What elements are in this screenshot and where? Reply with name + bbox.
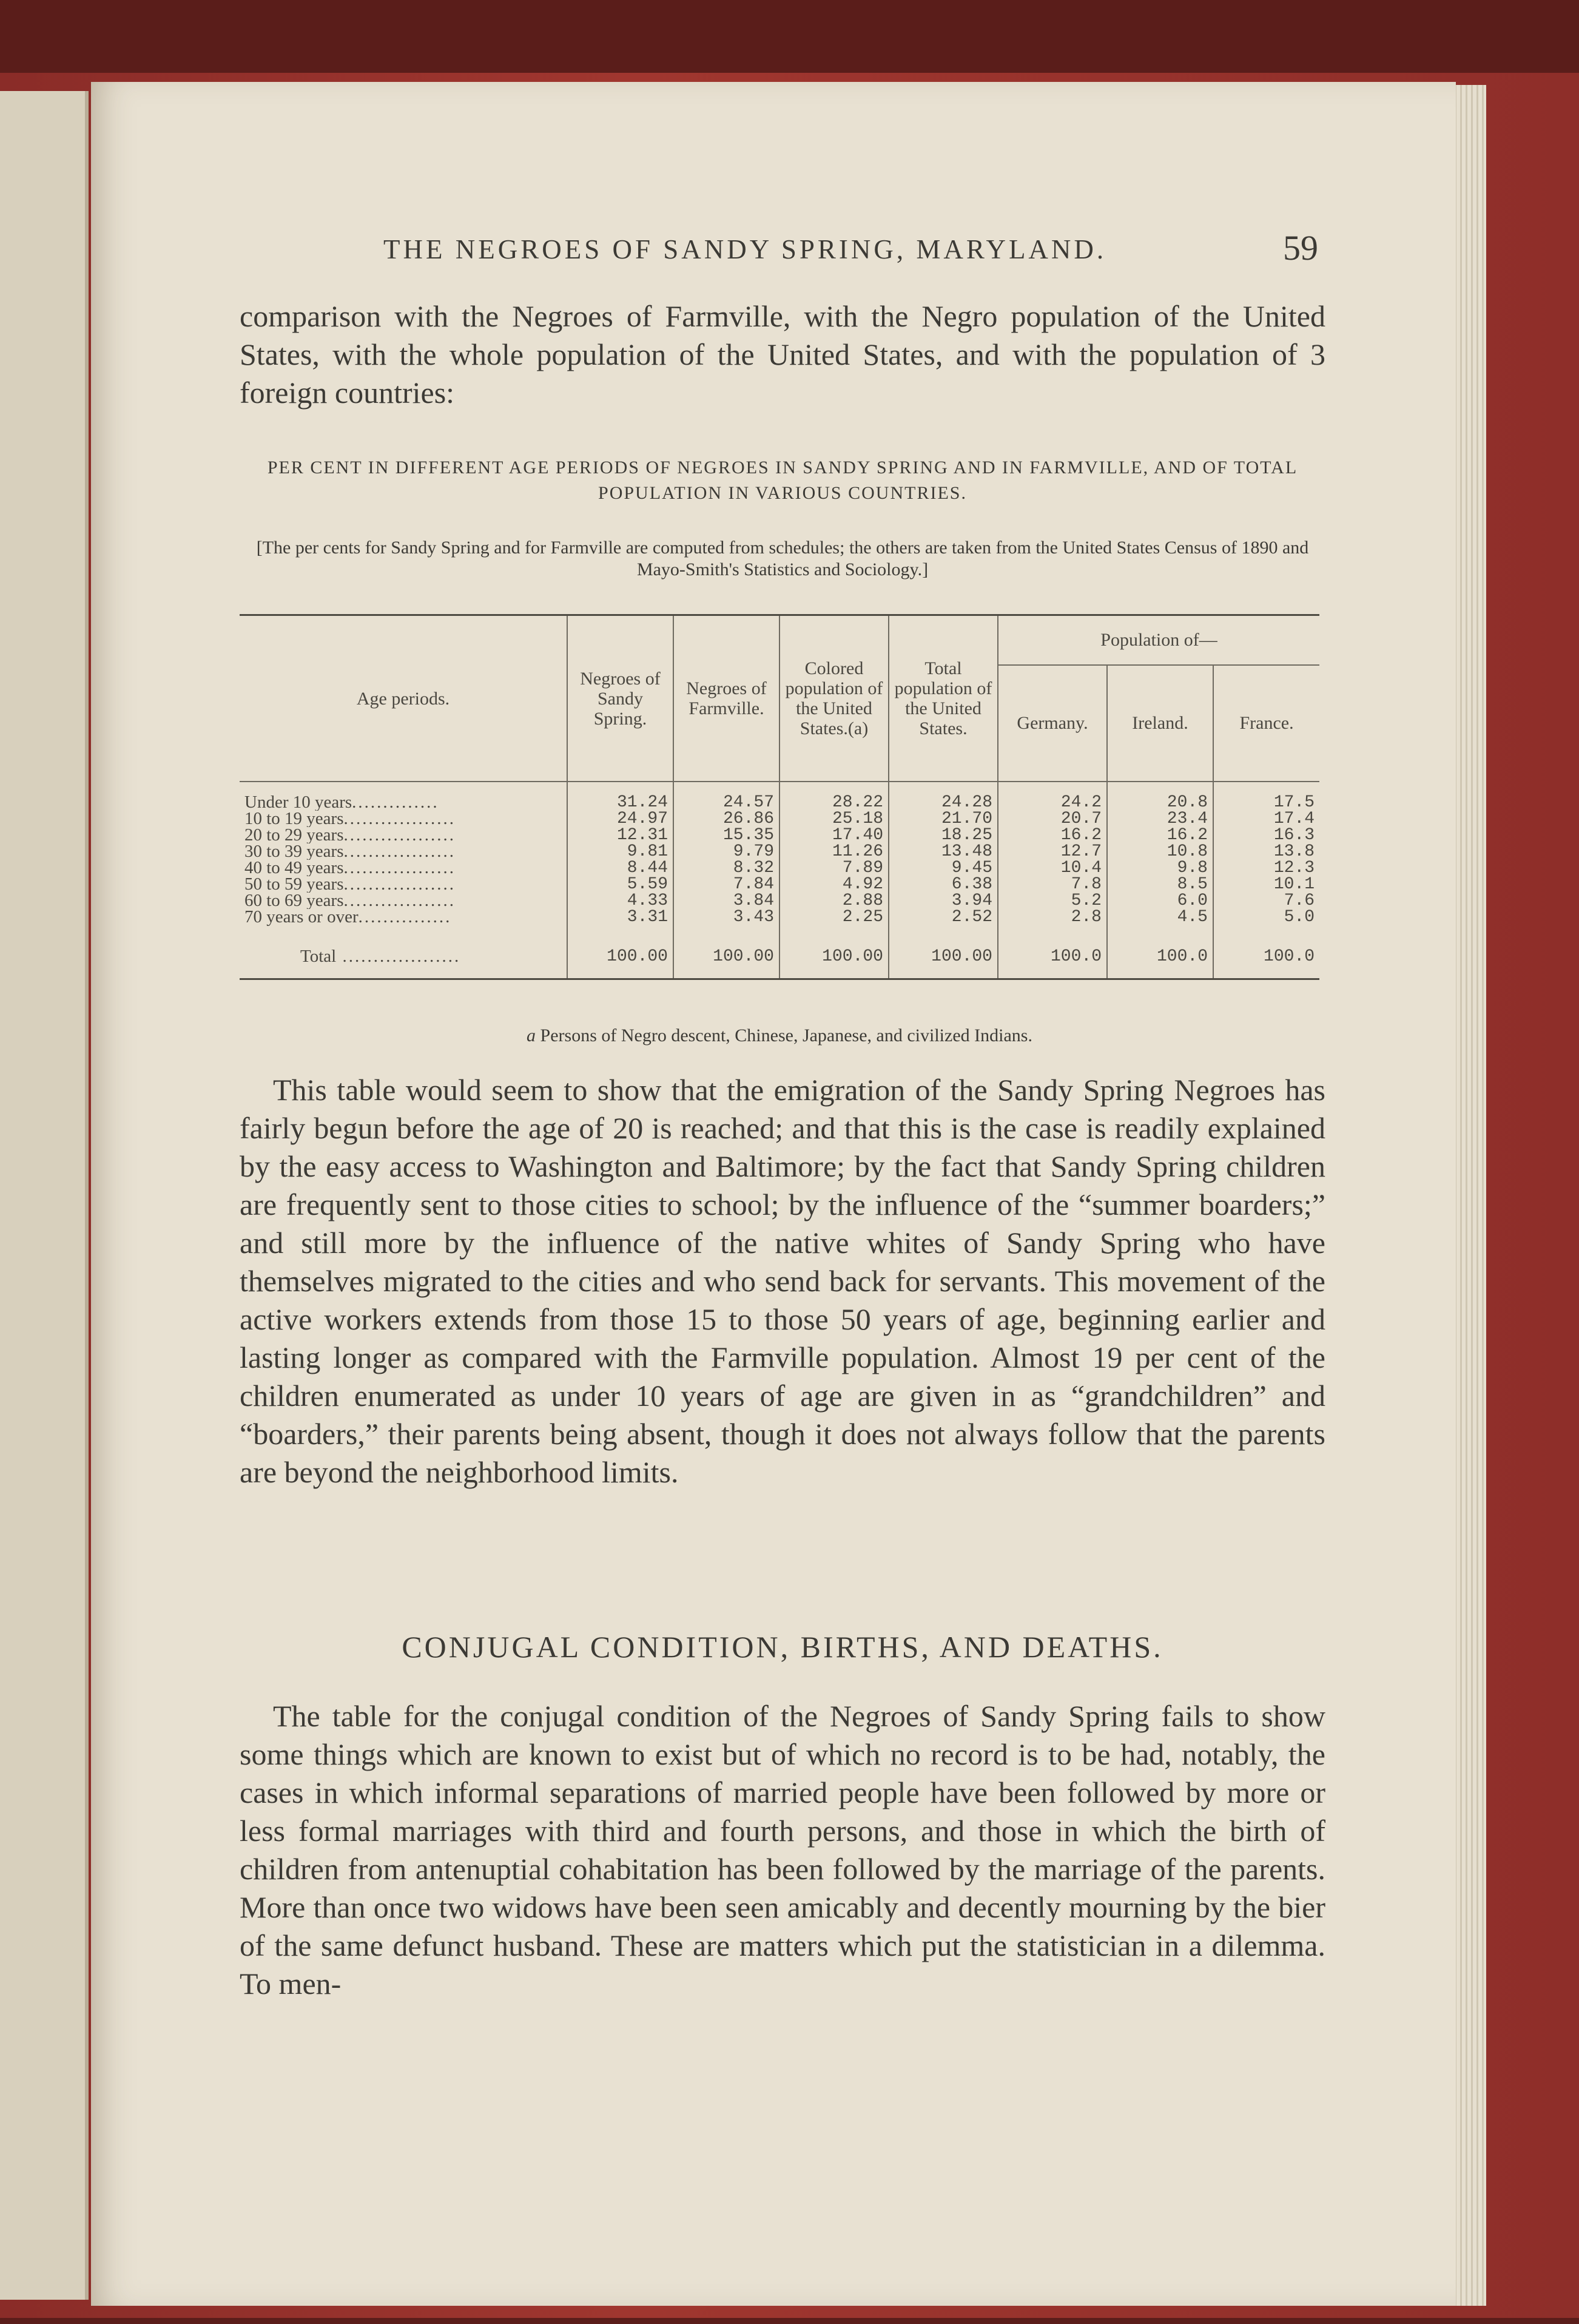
header-population-of: Population of— <box>998 615 1319 665</box>
table-row: 20 to 29 years.................. 12.31 15.35 17.40 18.25 16.2 16.2 16.3 <box>240 827 1319 843</box>
cell: 4.33 <box>567 893 673 909</box>
cell: 17.5 <box>1213 782 1319 811</box>
cell: 17.40 <box>779 827 889 843</box>
table-row: Under 10 years.............. 31.24 24.57 28.22 24.28 24.2 20.8 17.5 <box>240 782 1319 811</box>
total-label: Total <box>300 947 337 966</box>
table-row: 40 to 49 years.................. 8.44 8.32 7.89 9.45 10.4 9.8 12.3 <box>240 860 1319 876</box>
cell: 3.84 <box>673 893 779 909</box>
header-age-periods: Age periods. <box>240 615 567 782</box>
row-label: 70 years or over <box>244 909 359 927</box>
age-period-table <box>240 614 1319 980</box>
header-france: France. <box>1213 665 1319 782</box>
cell: 3.31 <box>567 909 673 936</box>
conjugal-paragraph: The table for the conjugal condition of the Negroes of Sandy Spring fails to show some things which are known to exist but of which no record is to be had, notably, the cases in which informal separations of married people have been followed by more or less formal marriages with third and fourth persons, and those in which the birth of children from antenuptial cohabitation has been followed by the marriage of the parents. More than once two widows have been seen amicably and decently mourning by the bier of the same defunct husband. These are matters which put the statistician in a dilemma. To men- <box>240 1699 1325 2001</box>
cell: 7.84 <box>673 876 779 893</box>
cell: 20.8 <box>1107 782 1213 811</box>
cell: 12.31 <box>567 827 673 843</box>
cell: 12.3 <box>1213 860 1319 876</box>
cell: 11.26 <box>779 843 889 860</box>
table-row: 50 to 59 years.................. 5.59 7.84 4.92 6.38 7.8 8.5 10.1 <box>240 876 1319 893</box>
header-sandy-spring: Negroes of Sandy Spring. <box>567 615 673 782</box>
cell: 24.2 <box>998 782 1107 811</box>
cell: 24.57 <box>673 782 779 811</box>
cell: 4.5 <box>1107 909 1213 936</box>
cell: 28.22 <box>779 782 889 811</box>
cell: 15.35 <box>673 827 779 843</box>
total-cell: 100.0 <box>1213 936 1319 979</box>
cell: 5.59 <box>567 876 673 893</box>
row-label: 10 to 19 years <box>244 811 344 827</box>
cell: 3.94 <box>889 893 998 909</box>
row-label: 30 to 39 years <box>244 843 344 860</box>
row-label: 60 to 69 years <box>244 893 344 909</box>
facing-page-edge <box>0 91 89 2300</box>
cell: 7.89 <box>779 860 889 876</box>
cell: 2.52 <box>889 909 998 936</box>
cell: 3.43 <box>673 909 779 936</box>
cell: 10.4 <box>998 860 1107 876</box>
cell: 8.32 <box>673 860 779 876</box>
table-caption: PER CENT IN DIFFERENT AGE PERIODS OF NEGROES IN SANDY SPRING AND IN FARMVILLE, AND OF TOTAL POPULATION IN VARIOUS COUNTRIES. <box>267 458 1298 503</box>
cell: 10.1 <box>1213 876 1319 893</box>
header-germany: Germany. <box>998 665 1107 782</box>
cell: 6.38 <box>889 876 998 893</box>
header-total-us: Total population of the United States. <box>889 615 998 782</box>
cell: 4.92 <box>779 876 889 893</box>
cell: 24.97 <box>567 811 673 827</box>
cell: 5.0 <box>1213 909 1319 936</box>
header-colored-us: Colored population of the United States.(a) <box>779 615 889 782</box>
cell: 26.86 <box>673 811 779 827</box>
cell: 2.8 <box>998 909 1107 936</box>
total-cell: 100.00 <box>889 936 998 979</box>
cell: 31.24 <box>567 782 673 811</box>
cell: 2.25 <box>779 909 889 936</box>
cell: 16.2 <box>998 827 1107 843</box>
cell: 18.25 <box>889 827 998 843</box>
cell: 9.8 <box>1107 860 1213 876</box>
cell: 7.6 <box>1213 893 1319 909</box>
cell: 9.81 <box>567 843 673 860</box>
footnote-mark: a <box>527 1025 536 1045</box>
cell: 20.7 <box>998 811 1107 827</box>
table-source-note: [The per cents for Sandy Spring and for Farmville are computed from schedules; the others are taken from the United States Census of 1890 and Mayo-Smith's Statistics and Sociology.] <box>256 538 1309 579</box>
table-row: 70 years or over............... 3.31 3.43 2.25 2.52 2.8 4.5 5.0 <box>240 909 1319 936</box>
table-row: 60 to 69 years.................. 4.33 3.84 2.88 3.94 5.2 6.0 7.6 <box>240 893 1319 909</box>
row-label: 40 to 49 years <box>244 860 344 876</box>
total-cell: 100.0 <box>1107 936 1213 979</box>
total-cell: 100.00 <box>567 936 673 979</box>
header-ireland: Ireland. <box>1107 665 1213 782</box>
cell: 2.88 <box>779 893 889 909</box>
age-table <box>240 614 1319 980</box>
cell: 8.44 <box>567 860 673 876</box>
table-footnote <box>240 1025 1319 1046</box>
intro-paragraph: comparison with the Negroes of Farmville, with the Negro population of the United States, with the whole population of the United States, and with the population of 3 foreign countries: <box>240 299 1325 410</box>
cell: 13.48 <box>889 843 998 860</box>
table-row: 30 to 39 years.................. 9.81 9.79 11.26 13.48 12.7 10.8 13.8 <box>240 843 1319 860</box>
row-label: Under 10 years <box>244 792 352 811</box>
row-label: 20 to 29 years <box>244 827 344 843</box>
total-cell: 100.00 <box>779 936 889 979</box>
table-row: 10 to 19 years.................. 24.97 26.86 25.18 21.70 20.7 23.4 17.4 <box>240 811 1319 827</box>
row-label: 50 to 59 years <box>244 876 344 893</box>
cell: 10.8 <box>1107 843 1213 860</box>
page-number: 59 <box>1283 228 1318 268</box>
cell: 21.70 <box>889 811 998 827</box>
cell: 12.7 <box>998 843 1107 860</box>
cell: 7.8 <box>998 876 1107 893</box>
cell: 9.45 <box>889 860 998 876</box>
header-farmville: Negroes of Farmville. <box>673 615 779 782</box>
section-heading: CONJUGAL CONDITION, BIRTHS, AND DEATHS. <box>402 1630 1163 1664</box>
cell: 8.5 <box>1107 876 1213 893</box>
cell: 16.2 <box>1107 827 1213 843</box>
total-cell: 100.00 <box>673 936 779 979</box>
total-cell: 100.0 <box>998 936 1107 979</box>
cell: 25.18 <box>779 811 889 827</box>
cell: 5.2 <box>998 893 1107 909</box>
cell: 16.3 <box>1213 827 1319 843</box>
cell: 17.4 <box>1213 811 1319 827</box>
emigration-paragraph: This table would seem to show that the emigration of the Sandy Spring Negroes has fairly begun before the age of 20 is reached; and that this is the case is readily explained by the easy access to Washington and Baltimore; by the fact that Sandy Spring children are frequently sent to those cities to school; by the influence of the “summer boarders;” and still more by the influence of the native whites of Sandy Spring who have themselves migrated to the cities and who send back for servants. This movement of the active workers extends from those 15 to those 50 years of age, beginning earlier and lasting longer as compared with the Farmville population. Almost 19 per cent of the children enumerated as under 10 years of age are given in as “grandchildren” and “boarders,” their parents being absent, though it does not always follow that the parents are beyond the neighborhood limits. <box>240 1073 1325 1489</box>
footnote-text: Persons of Negro descent, Chinese, Japanese, and civilized Indians. <box>540 1025 1032 1045</box>
cell: 9.79 <box>673 843 779 860</box>
table-total-row: Total ................... 100.00 100.00 100.00 100.00 100.0 100.0 100.0 <box>240 936 1319 979</box>
cell: 23.4 <box>1107 811 1213 827</box>
cell: 6.0 <box>1107 893 1213 909</box>
cell: 24.28 <box>889 782 998 811</box>
cell: 13.8 <box>1213 843 1319 860</box>
running-title: THE NEGROES OF SANDY SPRING, MARYLAND. <box>383 234 1107 265</box>
